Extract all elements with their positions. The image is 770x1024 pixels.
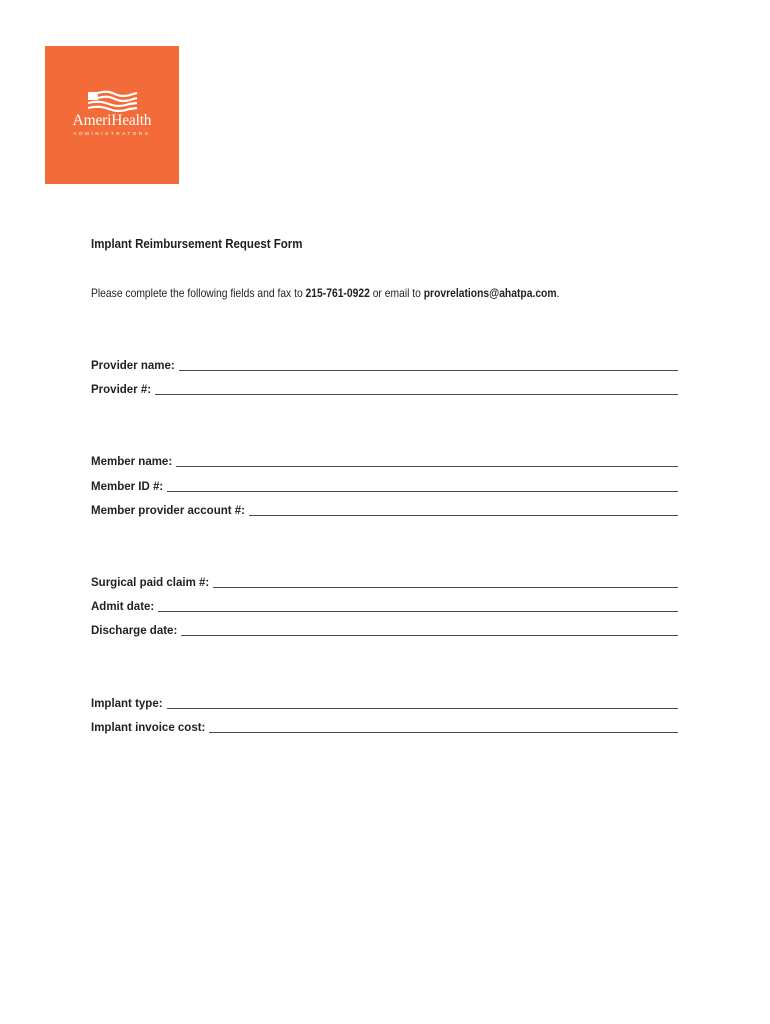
member-name-field[interactable] <box>91 453 678 469</box>
implant-invoice-cost-label: Implant invoice cost: <box>91 722 206 734</box>
discharge-date-label: Discharge date: <box>91 625 178 637</box>
provider-number-label: Provider #: <box>91 384 152 396</box>
logo-subtitle: ADMINISTRATORS <box>73 131 151 136</box>
admit-date-line[interactable] <box>158 611 678 612</box>
implant-type-line[interactable] <box>167 708 678 709</box>
instructions-prefix: Please complete the following fields and fax to <box>91 286 306 300</box>
amerihealth-logo <box>45 46 179 184</box>
admit-date-label: Admit date: <box>91 601 155 613</box>
email-address: provrelations@ahatpa.com <box>423 286 557 300</box>
provider-name-field[interactable] <box>91 357 678 373</box>
member-id-label: Member ID #: <box>91 481 164 493</box>
provider-name-line[interactable] <box>179 370 678 371</box>
fax-number: 215-761-0922 <box>305 286 370 300</box>
member-provider-account-line[interactable] <box>249 515 678 516</box>
instructions-middle: or email to <box>369 286 424 300</box>
logo-wordmark: AmeriHealth <box>72 112 152 129</box>
member-name-label: Member name: <box>91 456 173 468</box>
instructions-suffix: . <box>556 286 560 300</box>
member-name-line[interactable] <box>176 466 678 467</box>
surgical-paid-claim-field[interactable] <box>91 574 678 590</box>
implant-invoice-cost-line[interactable] <box>209 732 678 733</box>
implant-invoice-cost-field[interactable] <box>91 719 678 735</box>
provider-number-line[interactable] <box>155 394 678 395</box>
discharge-date-line[interactable] <box>181 635 678 636</box>
form-title: Implant Reimbursement Request Form <box>91 237 303 251</box>
discharge-date-field[interactable] <box>91 622 678 638</box>
form-instructions <box>91 286 559 300</box>
admit-date-field[interactable] <box>91 598 678 614</box>
provider-number-field[interactable] <box>91 381 678 397</box>
member-provider-account-field[interactable] <box>91 502 678 518</box>
implant-type-field[interactable] <box>91 695 678 711</box>
member-provider-account-label: Member provider account #: <box>91 505 246 517</box>
surgical-paid-claim-line[interactable] <box>213 587 678 588</box>
surgical-paid-claim-label: Surgical paid claim #: <box>91 577 210 589</box>
provider-name-label: Provider name: <box>91 360 175 372</box>
member-id-field[interactable] <box>91 478 678 494</box>
flag-icon <box>85 90 141 112</box>
implant-type-label: Implant type: <box>91 698 163 710</box>
member-id-line[interactable] <box>167 491 678 492</box>
